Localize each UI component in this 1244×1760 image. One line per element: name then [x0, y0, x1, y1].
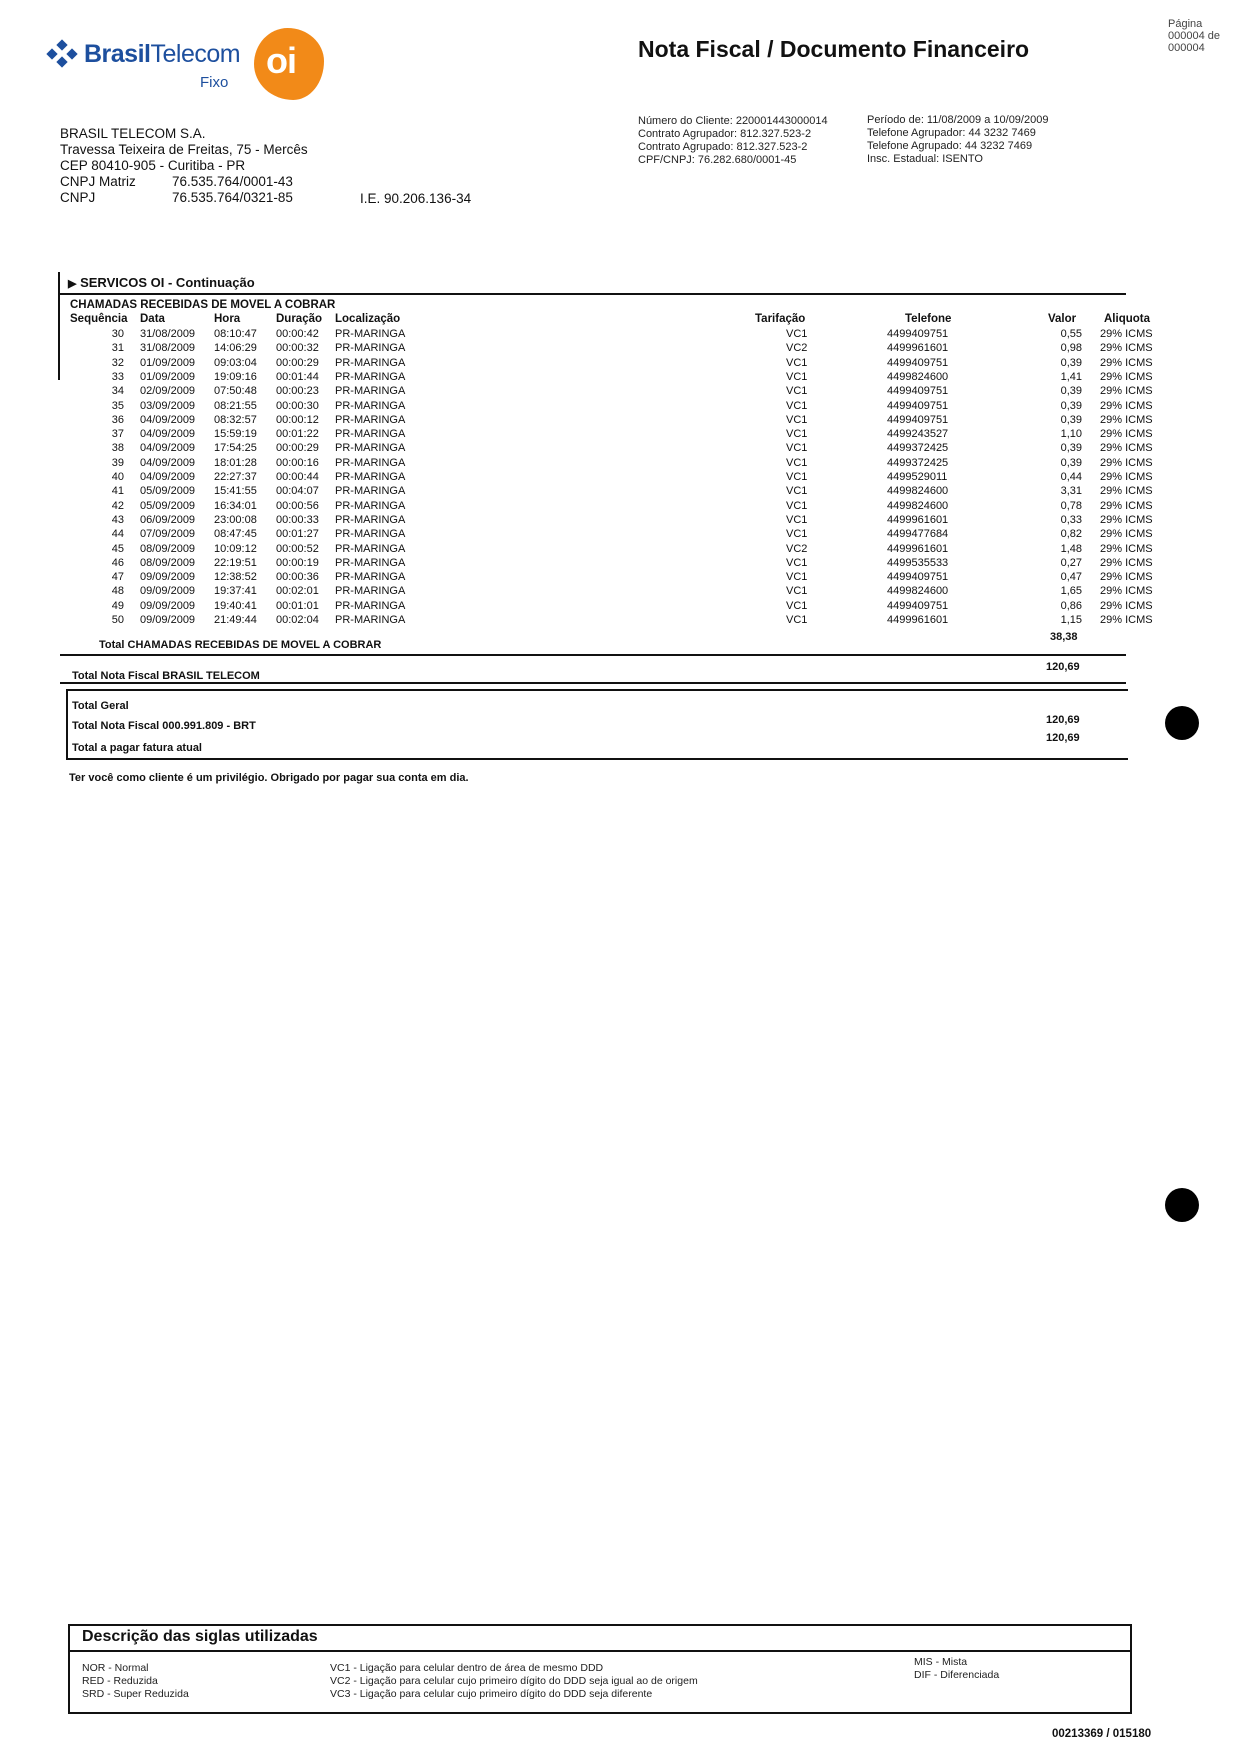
total-nf-brt-value: 120,69	[1046, 714, 1080, 726]
legend-divider	[68, 1650, 1130, 1652]
punch-hole	[1165, 706, 1199, 740]
cell-duracao: 00:02:04	[276, 614, 319, 626]
cell-telefone: 4499409751	[887, 413, 949, 426]
cell-aliquota: 29% ICMS	[1100, 456, 1153, 469]
cell-telefone: 4499824600	[887, 585, 949, 598]
cell-data: 09/09/2009	[140, 599, 196, 612]
cell-hora: 22:19:51	[214, 556, 257, 569]
cell-aliquota: 29% ICMS	[1100, 428, 1153, 441]
cell-seq: 31	[111, 342, 124, 355]
cell-hora: 19:40:41	[214, 599, 257, 612]
cell-localizacao: PR-MARINGA	[335, 370, 406, 383]
legend-col-3	[914, 1656, 999, 1682]
cell-data: 04/09/2009	[140, 456, 196, 469]
oi-logo	[254, 28, 324, 100]
contrato-agrupado: Contrato Agrupado: 812.327.523-2	[638, 141, 808, 153]
cell-seq: 38	[111, 442, 124, 455]
cell-aliquota: 29% ICMS	[1100, 328, 1153, 340]
cell-localizacao: PR-MARINGA	[335, 328, 406, 340]
cell-duracao: 00:02:01	[276, 585, 319, 598]
total-pagar-label: Total a pagar fatura atual	[72, 742, 202, 754]
cell-tarifacao: VC1	[786, 399, 808, 412]
page-current: 000004 de	[1168, 30, 1220, 42]
cell-seq: 46	[111, 556, 124, 569]
cell-aliquota: 29% ICMS	[1100, 413, 1153, 426]
company-block	[60, 126, 308, 206]
cell-hora: 16:34:01	[214, 499, 257, 512]
col-tarifacao: Tarifação	[755, 313, 806, 325]
cell-aliquota: 29% ICMS	[1100, 528, 1153, 541]
cell-hora: 21:49:44	[214, 614, 257, 626]
oi-logo-text: oi	[266, 40, 296, 81]
cell-valor: 1,41	[1060, 370, 1082, 383]
cnpj-matriz-label: CNPJ Matriz	[60, 174, 136, 189]
cell-tarifacao: VC1	[786, 356, 808, 369]
cell-tarifacao: VC1	[786, 499, 808, 512]
cell-telefone: 4499961601	[887, 542, 949, 555]
cell-aliquota: 29% ICMS	[1100, 513, 1153, 526]
cell-localizacao: PR-MARINGA	[335, 413, 406, 426]
col-sequencia: Sequência	[70, 313, 128, 325]
cell-duracao: 00:00:33	[276, 513, 319, 526]
cnpj-matriz-value: 76.535.764/0001-43	[172, 174, 293, 189]
legend-col-2	[330, 1662, 698, 1701]
total-nf-brt-label: Total Nota Fiscal 000.991.809 - BRT	[72, 720, 256, 732]
col-telefone: Telefone	[905, 313, 952, 325]
cell-hora: 12:38:52	[214, 571, 257, 584]
cell-valor: 0,33	[1060, 513, 1082, 526]
cell-duracao: 00:01:01	[276, 599, 319, 612]
cell-valor: 0,98	[1060, 342, 1082, 355]
telefone-agrupador: Telefone Agrupador: 44 3232 7469	[867, 127, 1036, 139]
cell-localizacao: PR-MARINGA	[335, 542, 406, 555]
cell-localizacao: PR-MARINGA	[335, 528, 406, 541]
thanks-message: Ter você como cliente é um privilégio. Obrigado por pagar sua conta em dia.	[69, 772, 469, 784]
cell-duracao: 00:00:19	[276, 556, 319, 569]
brand-sub: Fixo	[200, 74, 229, 91]
cell-duracao: 00:00:42	[276, 328, 319, 340]
cell-duracao: 00:01:22	[276, 428, 319, 441]
cell-localizacao: PR-MARINGA	[335, 599, 406, 612]
cell-valor: 0,55	[1060, 328, 1082, 340]
nf-total-value: 120,69	[1046, 661, 1080, 673]
cell-aliquota: 29% ICMS	[1100, 471, 1153, 483]
cell-tarifacao: VC1	[786, 528, 808, 541]
cell-telefone: 4499824600	[887, 370, 949, 383]
cell-hora: 19:09:16	[214, 370, 257, 383]
cell-hora: 23:00:08	[214, 513, 257, 526]
cell-hora: 19:37:41	[214, 585, 257, 598]
cell-valor: 1,48	[1060, 542, 1082, 555]
cell-hora: 15:59:19	[214, 428, 257, 441]
section-title-text: SERVICOS OI - Continuação	[80, 275, 255, 290]
cell-duracao: 00:00:44	[276, 471, 319, 483]
cell-telefone: 4499409751	[887, 385, 949, 398]
col-valor: Valor	[1048, 313, 1077, 325]
numero-cliente: Número do Cliente: 220001443000014	[638, 115, 828, 127]
cell-telefone: 4499961601	[887, 614, 949, 626]
cell-localizacao: PR-MARINGA	[335, 456, 406, 469]
cell-data: 07/09/2009	[140, 528, 196, 541]
cell-localizacao: PR-MARINGA	[335, 442, 406, 455]
cell-hora: 17:54:25	[214, 442, 257, 455]
cpf-cnpj: CPF/CNPJ: 76.282.680/0001-45	[638, 154, 797, 166]
cell-seq: 49	[111, 599, 124, 612]
cnpj-label: CNPJ	[60, 190, 96, 205]
cell-valor: 1,65	[1060, 585, 1082, 598]
cell-data: 02/09/2009	[140, 385, 196, 398]
cell-seq: 41	[111, 485, 124, 498]
col-aliquota: Aliquota	[1104, 313, 1150, 325]
cell-telefone: 4499961601	[887, 513, 949, 526]
play-arrow-icon: ▶	[68, 278, 77, 290]
cell-valor: 3,31	[1060, 485, 1082, 498]
cell-tarifacao: VC1	[786, 413, 808, 426]
cell-seq: 44	[111, 528, 124, 541]
cell-valor: 0,39	[1060, 442, 1082, 455]
cell-aliquota: 29% ICMS	[1100, 499, 1153, 512]
cell-telefone: 4499824600	[887, 499, 949, 512]
legend-item: NOR - Normal	[82, 1662, 149, 1674]
section-left-bar	[58, 272, 60, 380]
cell-duracao: 00:01:27	[276, 528, 319, 541]
cell-seq: 33	[111, 370, 124, 383]
cnpj-value: 76.535.764/0321-85	[172, 190, 293, 205]
cell-duracao: 00:00:36	[276, 571, 319, 584]
cell-telefone: 4499535533	[887, 556, 949, 569]
cell-valor: 0,78	[1060, 499, 1082, 512]
cell-duracao: 00:00:23	[276, 385, 319, 398]
cell-valor: 0,44	[1060, 471, 1082, 483]
punch-hole	[1165, 1188, 1199, 1222]
cell-tarifacao: VC1	[786, 471, 808, 483]
cell-aliquota: 29% ICMS	[1100, 399, 1153, 412]
page-label: Página	[1168, 18, 1203, 30]
brasil-telecom-logo	[46, 38, 80, 73]
cell-aliquota: 29% ICMS	[1100, 542, 1153, 555]
cell-hora: 09:03:04	[214, 356, 257, 369]
legend-title: Descrição das siglas utilizadas	[82, 1628, 318, 1645]
cell-seq: 36	[111, 413, 124, 426]
cell-telefone: 4499243527	[887, 428, 949, 441]
cell-seq: 34	[111, 385, 124, 398]
legend-item: VC1 - Ligação para celular dentro de área de mesmo DDD	[330, 1662, 604, 1674]
contrato-agrupador: Contrato Agrupador: 812.327.523-2	[638, 128, 812, 140]
cell-tarifacao: VC1	[786, 513, 808, 526]
cell-localizacao: PR-MARINGA	[335, 342, 406, 355]
cell-hora: 10:09:12	[214, 542, 257, 555]
cell-tarifacao: VC1	[786, 385, 808, 398]
cell-tarifacao: VC1	[786, 485, 808, 498]
cell-aliquota: 29% ICMS	[1100, 370, 1153, 383]
cell-valor: 1,10	[1060, 428, 1082, 441]
legend-item: VC2 - Ligação para celular cujo primeiro dígito do DDD seja igual ao de origem	[330, 1675, 698, 1687]
calls-subtitle: CHAMADAS RECEBIDAS DE MOVEL A COBRAR	[70, 299, 336, 311]
cell-tarifacao: VC1	[786, 599, 808, 612]
company-name: BRASIL TELECOM S.A.	[60, 126, 206, 141]
cell-telefone: 4499409751	[887, 328, 949, 340]
cell-seq: 43	[111, 513, 124, 526]
calls-total-value: 38,38	[1050, 631, 1078, 643]
cell-telefone: 4499372425	[887, 442, 949, 455]
cell-aliquota: 29% ICMS	[1100, 385, 1153, 398]
cell-duracao: 00:00:29	[276, 442, 319, 455]
cell-aliquota: 29% ICMS	[1100, 571, 1153, 584]
cell-data: 08/09/2009	[140, 556, 196, 569]
cell-duracao: 00:00:52	[276, 542, 319, 555]
cell-data: 09/09/2009	[140, 571, 196, 584]
legend-item: SRD - Super Reduzida	[82, 1688, 189, 1700]
cell-telefone: 4499409751	[887, 399, 949, 412]
cell-hora: 15:41:55	[214, 485, 257, 498]
cell-valor: 1,15	[1060, 614, 1082, 626]
cell-localizacao: PR-MARINGA	[335, 499, 406, 512]
cell-data: 06/09/2009	[140, 513, 196, 526]
cell-hora: 08:32:57	[214, 413, 257, 426]
cell-telefone: 4499409751	[887, 599, 949, 612]
cell-hora: 08:21:55	[214, 399, 257, 412]
cell-telefone: 4499824600	[887, 485, 949, 498]
cell-data: 31/08/2009	[140, 328, 196, 340]
cell-tarifacao: VC1	[786, 328, 808, 340]
cell-aliquota: 29% ICMS	[1100, 614, 1153, 626]
cell-valor: 0,39	[1060, 356, 1082, 369]
cell-data: 01/09/2009	[140, 370, 196, 383]
cell-localizacao: PR-MARINGA	[335, 485, 406, 498]
cell-duracao: 00:00:29	[276, 356, 319, 369]
divider	[60, 654, 1126, 656]
cell-data: 09/09/2009	[140, 585, 196, 598]
cell-telefone: 4499409751	[887, 356, 949, 369]
col-duracao: Duração	[276, 313, 323, 325]
total-geral-label: Total Geral	[72, 700, 129, 712]
cell-tarifacao: VC1	[786, 585, 808, 598]
cell-aliquota: 29% ICMS	[1100, 442, 1153, 455]
cell-telefone: 4499961601	[887, 342, 949, 355]
cell-seq: 42	[111, 499, 124, 512]
legend-col-1	[82, 1662, 189, 1701]
insc-estadual: Insc. Estadual: ISENTO	[867, 153, 983, 165]
cell-aliquota: 29% ICMS	[1100, 585, 1153, 598]
cell-hora: 18:01:28	[214, 456, 257, 469]
cell-localizacao: PR-MARINGA	[335, 428, 406, 441]
cell-data: 05/09/2009	[140, 499, 196, 512]
cell-localizacao: PR-MARINGA	[335, 385, 406, 398]
cell-data: 04/09/2009	[140, 413, 196, 426]
cell-valor: 0,86	[1060, 599, 1082, 612]
cell-valor: 0,82	[1060, 528, 1082, 541]
legend-item: VC3 - Ligação para celular cujo primeiro dígito do DDD seja diferente	[330, 1688, 653, 1700]
cell-tarifacao: VC1	[786, 428, 808, 441]
page-indicator	[1168, 18, 1220, 54]
cell-tarifacao: VC2	[786, 342, 808, 355]
cell-duracao: 00:00:56	[276, 499, 319, 512]
nf-total-label: Total Nota Fiscal BRASIL TELECOM	[72, 670, 260, 682]
cell-seq: 48	[111, 585, 124, 598]
cell-seq: 32	[111, 356, 124, 369]
cell-aliquota: 29% ICMS	[1100, 556, 1153, 569]
legend-item: DIF - Diferenciada	[914, 1669, 1000, 1681]
cell-localizacao: PR-MARINGA	[335, 571, 406, 584]
cell-hora: 07:50:48	[214, 385, 257, 398]
cell-valor: 0,27	[1060, 556, 1082, 569]
cell-seq: 30	[111, 328, 124, 340]
periodo: Período de: 11/08/2009 a 10/09/2009	[867, 114, 1049, 126]
cell-data: 04/09/2009	[140, 428, 196, 441]
cell-valor: 0,39	[1060, 456, 1082, 469]
cell-data: 01/09/2009	[140, 356, 196, 369]
cell-duracao: 00:00:16	[276, 456, 319, 469]
cell-localizacao: PR-MARINGA	[335, 356, 406, 369]
cell-tarifacao: VC1	[786, 571, 808, 584]
cell-duracao: 00:00:30	[276, 399, 319, 412]
cell-telefone: 4499529011	[887, 471, 948, 483]
cell-data: 08/09/2009	[140, 542, 196, 555]
cell-seq: 39	[111, 456, 124, 469]
cell-hora: 22:27:37	[214, 471, 257, 483]
brand-wordmark	[84, 40, 240, 69]
cell-data: 05/09/2009	[140, 485, 196, 498]
footer-code: 00213369 / 015180	[1052, 1728, 1152, 1740]
legend-item: MIS - Mista	[914, 1656, 968, 1668]
cell-tarifacao: VC1	[786, 456, 808, 469]
cell-hora: 08:47:45	[214, 528, 257, 541]
section-divider	[60, 293, 1126, 295]
cell-data: 04/09/2009	[140, 442, 196, 455]
cell-seq: 37	[111, 428, 124, 441]
company-address: Travessa Teixeira de Freitas, 75 - Mercês	[60, 142, 308, 157]
brasil-telecom-symbol-icon	[46, 38, 80, 68]
cell-aliquota: 29% ICMS	[1100, 356, 1153, 369]
telefone-agrupado: Telefone Agrupado: 44 3232 7469	[867, 140, 1033, 152]
cell-hora: 14:06:29	[214, 342, 257, 355]
customer-info-left	[638, 115, 828, 167]
total-pagar-value: 120,69	[1046, 732, 1080, 744]
col-localizacao: Localização	[335, 313, 401, 325]
cell-tarifacao: VC1	[786, 370, 808, 383]
cell-valor: 0,39	[1060, 413, 1082, 426]
col-data: Data	[140, 313, 165, 325]
cell-valor: 0,39	[1060, 385, 1082, 398]
brand-light: Telecom	[150, 40, 241, 68]
cell-duracao: 00:01:44	[276, 370, 319, 383]
cell-data: 04/09/2009	[140, 471, 196, 483]
cell-localizacao: PR-MARINGA	[335, 556, 406, 569]
cell-valor: 0,47	[1060, 571, 1082, 584]
cell-duracao: 00:00:12	[276, 413, 319, 426]
cell-seq: 45	[111, 542, 124, 555]
calls-total-label: Total CHAMADAS RECEBIDAS DE MOVEL A COBRAR	[99, 639, 382, 651]
cell-tarifacao: VC2	[786, 542, 808, 555]
inscricao-estadual: I.E. 90.206.136-34	[360, 191, 472, 206]
cell-duracao: 00:04:07	[276, 485, 319, 498]
cell-data: 31/08/2009	[140, 342, 196, 355]
cell-hora: 08:10:47	[214, 328, 257, 340]
cell-duracao: 00:00:32	[276, 342, 319, 355]
cell-localizacao: PR-MARINGA	[335, 513, 406, 526]
cell-seq: 50	[111, 614, 124, 626]
cell-aliquota: 29% ICMS	[1100, 342, 1153, 355]
document-title: Nota Fiscal / Documento Financeiro	[638, 36, 1030, 62]
section-title	[68, 275, 255, 290]
cell-telefone: 4499372425	[887, 456, 949, 469]
cell-seq: 35	[111, 399, 124, 412]
cell-localizacao: PR-MARINGA	[335, 471, 406, 483]
company-cep: CEP 80410-905 - Curitiba - PR	[60, 158, 246, 173]
cell-localizacao: PR-MARINGA	[335, 585, 406, 598]
divider	[60, 682, 1126, 684]
cell-tarifacao: VC1	[786, 614, 808, 626]
cell-aliquota: 29% ICMS	[1100, 599, 1153, 612]
cell-data: 09/09/2009	[140, 614, 196, 626]
brand-strong: Brasil	[84, 40, 151, 68]
cell-telefone: 4499409751	[887, 571, 949, 584]
cell-valor: 0,39	[1060, 399, 1082, 412]
cell-seq: 40	[111, 471, 124, 483]
col-hora: Hora	[214, 313, 241, 325]
cell-data: 03/09/2009	[140, 399, 196, 412]
page-total: 000004	[1168, 42, 1205, 54]
cell-seq: 47	[111, 571, 124, 584]
cell-localizacao: PR-MARINGA	[335, 614, 406, 626]
cell-localizacao: PR-MARINGA	[335, 399, 406, 412]
legend-item: RED - Reduzida	[82, 1675, 158, 1687]
cell-aliquota: 29% ICMS	[1100, 485, 1153, 498]
cell-telefone: 4499477684	[887, 528, 949, 541]
customer-info-right	[867, 114, 1048, 166]
cell-tarifacao: VC1	[786, 556, 808, 569]
cell-tarifacao: VC1	[786, 442, 808, 455]
